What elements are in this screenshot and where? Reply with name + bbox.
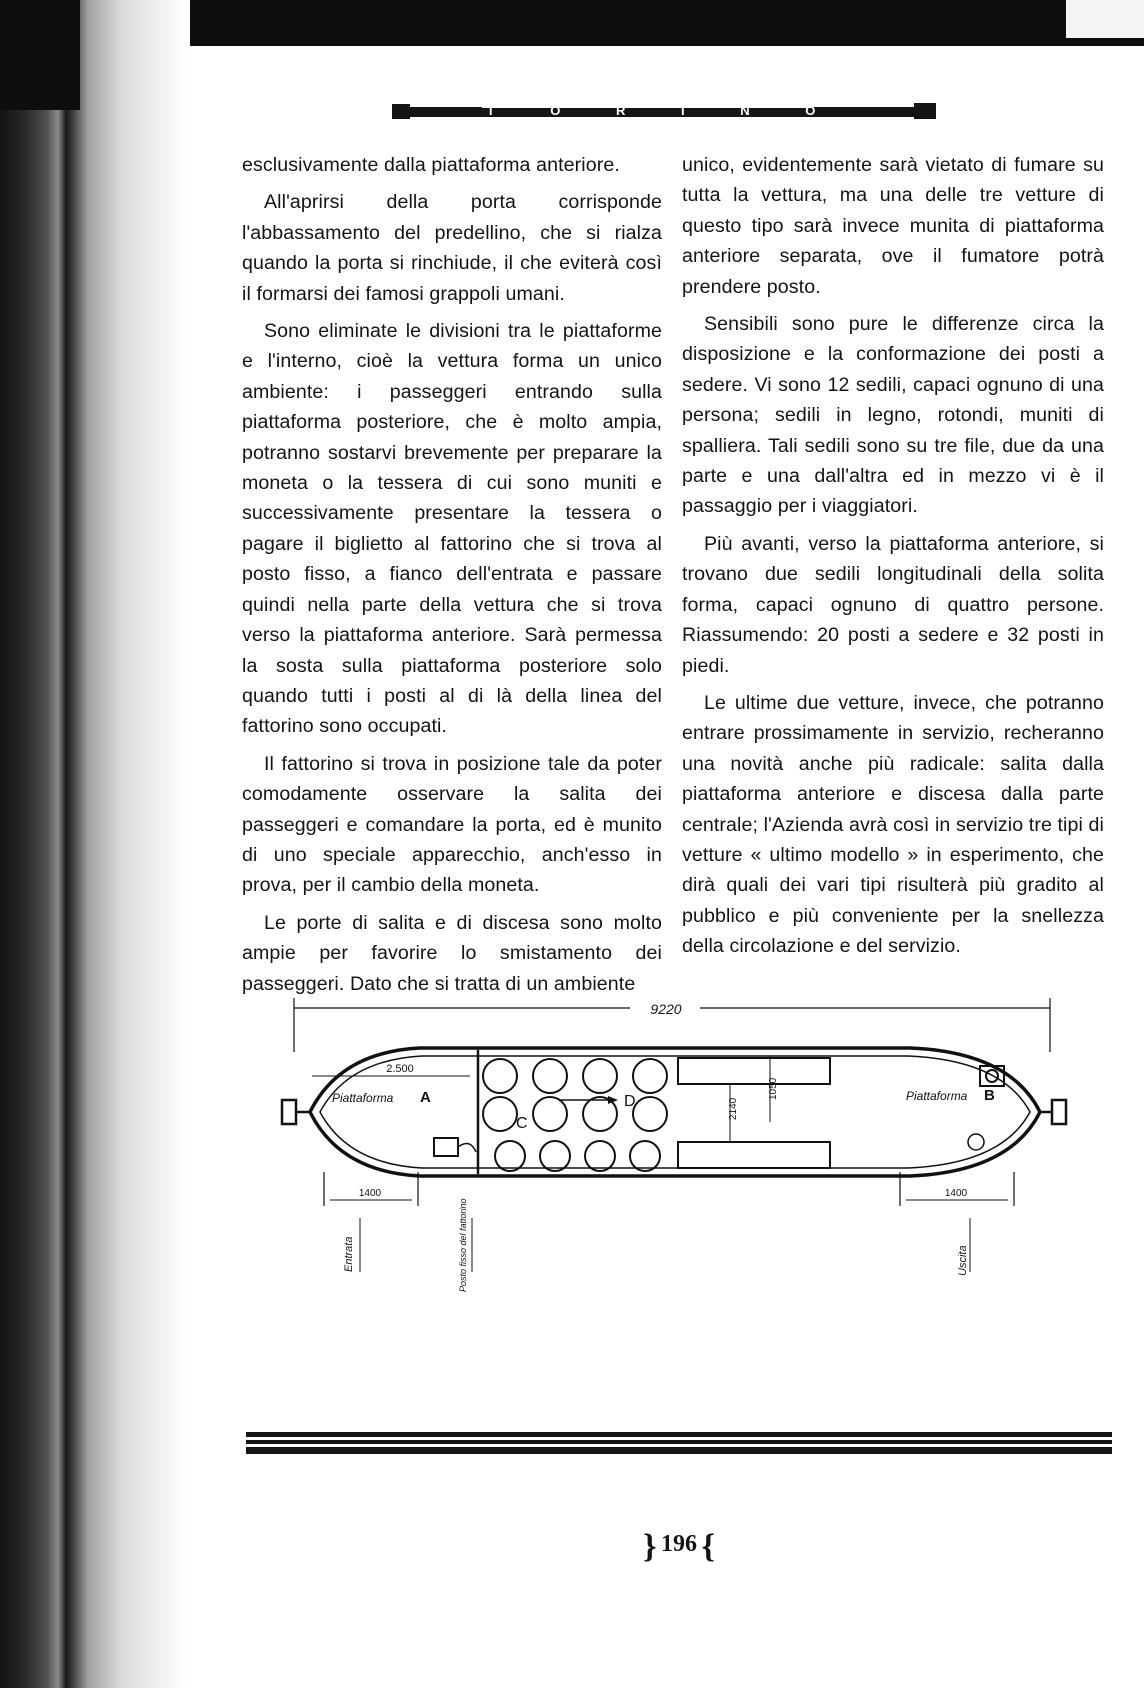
dimension-inner: 1050 (768, 1077, 779, 1100)
paragraph: Più avanti, verso la piattaforma anteriore, si trovano due sedili longitudinali della solita forma, capaci ognuno di quattro persone. Riassumendo: 20 posti a sedere e 32 posti in piedi. (682, 532, 1104, 677)
label-entrance: Entrata (343, 1236, 355, 1272)
label-exit: Uscita (957, 1245, 969, 1276)
right-ornament: { (701, 1528, 715, 1565)
label-platform-b: Piattaforma (906, 1089, 968, 1103)
left-ornament: } (643, 1528, 657, 1565)
letter-d: D (624, 1093, 636, 1110)
letter-b: B (984, 1087, 995, 1104)
paragraph: Le ultime due vetture, invece, che potranno entrare prossimamente in servizio, recheranno una novità anche più radicale: salita dalla piattaforma anteriore e discesa dalla parte centrale; l'Azienda avrà così in servizio tre tipi di vetture « ultimo modello » in esperimento, che dirà quali dei vari tipi risulterà più gradito al pubblico e più conveniente per la snellezza della circolazione e del servizio. (682, 691, 1104, 958)
running-header (392, 101, 936, 121)
text-column-right (682, 150, 1104, 969)
scan-top-notch (1066, 0, 1144, 38)
page-number-block (624, 1528, 734, 1568)
dimension-overall-length: 9220 (650, 1001, 682, 1017)
paragraph: All'aprirsi della porta corrisponde l'abbassamento del predellino, che si rialza quando la porta si rinchiude, il che eviterà così il formarsi dei famosi grappoli umani. (242, 191, 662, 305)
label-platform-a: Piattaforma (332, 1091, 394, 1105)
paragraph: Il fattorino si trova in posizione tale da poter comodamente osservare la salita dei passeggeri e comandare la porta, ed è munito di uno speciale apparecchio, anch'esso in prova, per il cambio della moneta. (242, 752, 662, 897)
dimension-width: 2140 (728, 1097, 739, 1120)
dimension-platform-a: 2.500 (386, 1063, 414, 1075)
paragraph: Sensibili sono pure le differenze circa la disposizione e la conformazione dei posti a sedere. Vi sono 12 sedili, capaci ognuno di una persona; sedili in legno, rotondi, muniti di spalliera. Tali sedili sono su tre file, due da una parte e una dall'altra ed in mezzo vi è il passaggio per i viaggiatori. (682, 313, 1104, 518)
paragraph: unico, evidentemente sarà vietato di fumare su tutta la vettura, ma una delle tre vetture di questo tipo sarà invece munita di piattaforma anteriore separata, ove il fumatore potrà prendere posto. (682, 154, 1104, 298)
letter-c: C (516, 1115, 528, 1132)
paragraph: Le porte di salita e di discesa sono molto ampie per favorire lo smistamento dei passeggeri. Dato che si tratta di un ambiente (242, 911, 662, 995)
scan-binding-edge (0, 0, 190, 1688)
paragraph: esclusivamente dalla piattaforma anteriore. (242, 154, 620, 176)
scan-corner-shadow (0, 0, 80, 110)
dimension-door-right: 1400 (944, 1188, 968, 1199)
tram-floor-plan-diagram (270, 992, 1070, 1342)
paragraph: Sono eliminate le divisioni tra le piattaforme e l'interno, cioè la vettura forma un unico ambiente: i passeggeri entrando sulla piattaforma posteriore, che è molto ampia, potranno sostarvi brevemente per preparare la moneta o la tessera di cui sono muniti e successivamente presentare la tessera o pagare il biglietto al fattorino che si trova al posto fisso, a fianco dell'entrata e passare quindi nella parte della vettura che si trova verso la piattaforma anteriore. Sarà permessa la sosta sulla piattaforma posteriore solo quando tutti i posti al di là della linea del fattorino sono occupati. (242, 320, 662, 738)
running-title: T O R I N O (486, 103, 842, 118)
page-number: 196 (661, 1531, 697, 1558)
footer-rule (246, 1430, 1112, 1456)
label-conductor-post: Posto fisso del fattorino (458, 1198, 468, 1292)
text-column-left (242, 150, 662, 1006)
dimension-door-left: 1400 (358, 1188, 382, 1199)
letter-a: A (420, 1089, 431, 1106)
